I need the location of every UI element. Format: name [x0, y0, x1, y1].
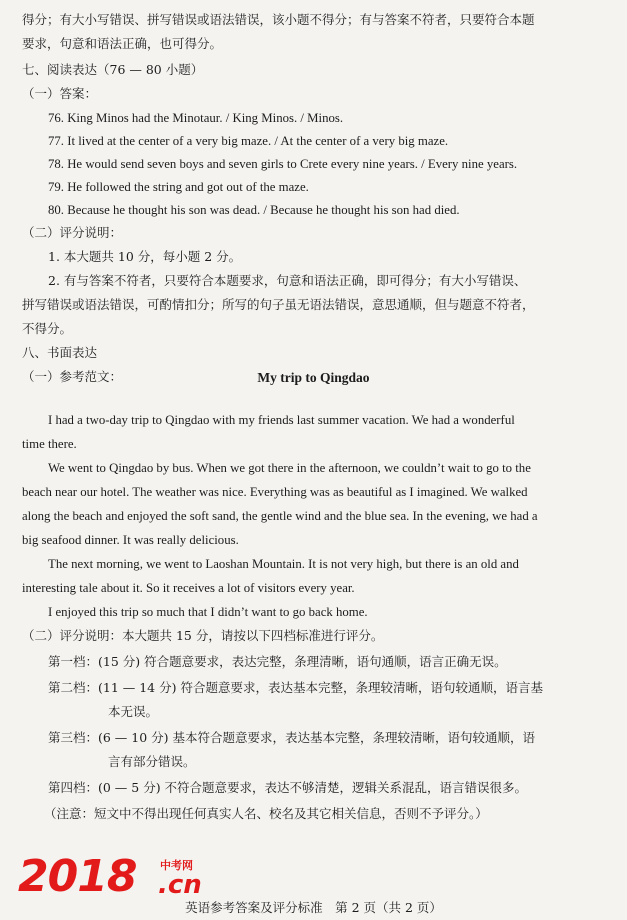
answer-78: 78. He would send seven boys and seven girls to Crete every nine years. / Every nine years. — [48, 157, 518, 171]
essay-line: beach near our hotel. The weather was nice. Everything was as beautiful as I imagined. We walked — [22, 485, 528, 499]
essay-line: along the beach and enjoyed the soft sand, the gentle wind and the blue sea. In the evening, we had a — [22, 509, 538, 523]
text-line: 本无误。 — [108, 704, 159, 719]
essay-line: interesting tale about it. So it receives a lot of visitors every year. — [22, 581, 355, 595]
subsection-heading: （二）评分说明： — [22, 225, 123, 240]
essay-line: time there. — [22, 437, 77, 451]
text-line: 言有部分错误。 — [108, 754, 196, 769]
text-line: 不得分。 — [22, 321, 73, 336]
answer-76: 76. King Minos had the Minotaur. / King Minos. / Minos. — [48, 111, 344, 125]
logo-site-label: 中考网 — [160, 859, 193, 872]
page-footer: 英语参考答案及评分标准 第 2 页（共 2 页） — [185, 900, 442, 915]
answer-79: 79. He followed the string and got out of the maze. — [48, 180, 309, 194]
section-heading: 八、书面表达 — [22, 345, 98, 360]
text-line: 得分；有大小写错误、拼写错误或语法错误，该小题不得分；有与答案不符者，只要符合本题 — [22, 12, 535, 27]
essay-line: The next morning, we went to Laoshan Mountain. It is not very high, but there is an old and — [48, 557, 519, 571]
answer-80: 80. Because he thought his son was dead. / Because he thought his son had died. — [48, 203, 460, 217]
text-line: 拼写错误或语法错误，可酌情扣分；所写的句子虽无语法错误，意思通顺，但与题意不符者， — [22, 297, 535, 312]
logo-year: 2018 — [18, 851, 137, 902]
note-line: （注意：短文中不得出现任何真实人名、校名及其它相关信息，否则不予评分。） — [44, 806, 488, 821]
text-line: 1. 本大题共 10 分，每小题 2 分。 — [48, 249, 242, 264]
subsection-heading: （二）评分说明：本大题共 15 分，请按以下四档标准进行评分。 — [22, 628, 384, 643]
site-logo — [18, 852, 218, 902]
subsection-heading: （一）答案： — [22, 86, 98, 101]
essay-line: We went to Qingdao by bus. When we got there in the afternoon, we couldn’t wait to go to the — [48, 461, 531, 475]
text-line: 要求，句意和语法正确，也可得分。 — [22, 36, 223, 51]
section-heading: 七、阅读表达（76 — 80 小题） — [22, 62, 204, 77]
text-line: 2. 有与答案不符者，只要符合本题要求，句意和语法正确，即可得分；有大小写错误、 — [48, 273, 527, 288]
grade-level-1: 第一档：(15 分) 符合题意要求，表达完整，条理清晰，语句通顺，语言正确无误。 — [48, 654, 507, 669]
essay-title: My trip to Qingdao — [257, 370, 370, 385]
grade-level-4: 第四档：(0 — 5 分) 不符合题意要求，表达不够清楚，逻辑关系混乱，语言错误很多。 — [48, 780, 528, 795]
essay-line: big seafood dinner. It was really delicious. — [22, 533, 239, 547]
grade-level-2: 第二档：(11 — 14 分) 符合题意要求，表达基本完整，条理较清晰，语句较通顺，语言基 — [48, 680, 543, 695]
essay-line: I enjoyed this trip so much that I didn’t want to go back home. — [48, 605, 368, 619]
answer-77: 77. It lived at the center of a very big maze. / At the center of a very big maze. — [48, 134, 449, 148]
subsection-heading: （一）参考范文： — [22, 369, 123, 384]
logo-domain: .cn — [158, 870, 202, 900]
essay-line: I had a two-day trip to Qingdao with my friends last summer vacation. We had a wonderful — [48, 413, 515, 427]
grade-level-3: 第三档：(6 — 10 分) 基本符合题意要求，表达基本完整，条理较清晰，语句较通顺，语 — [48, 730, 536, 745]
